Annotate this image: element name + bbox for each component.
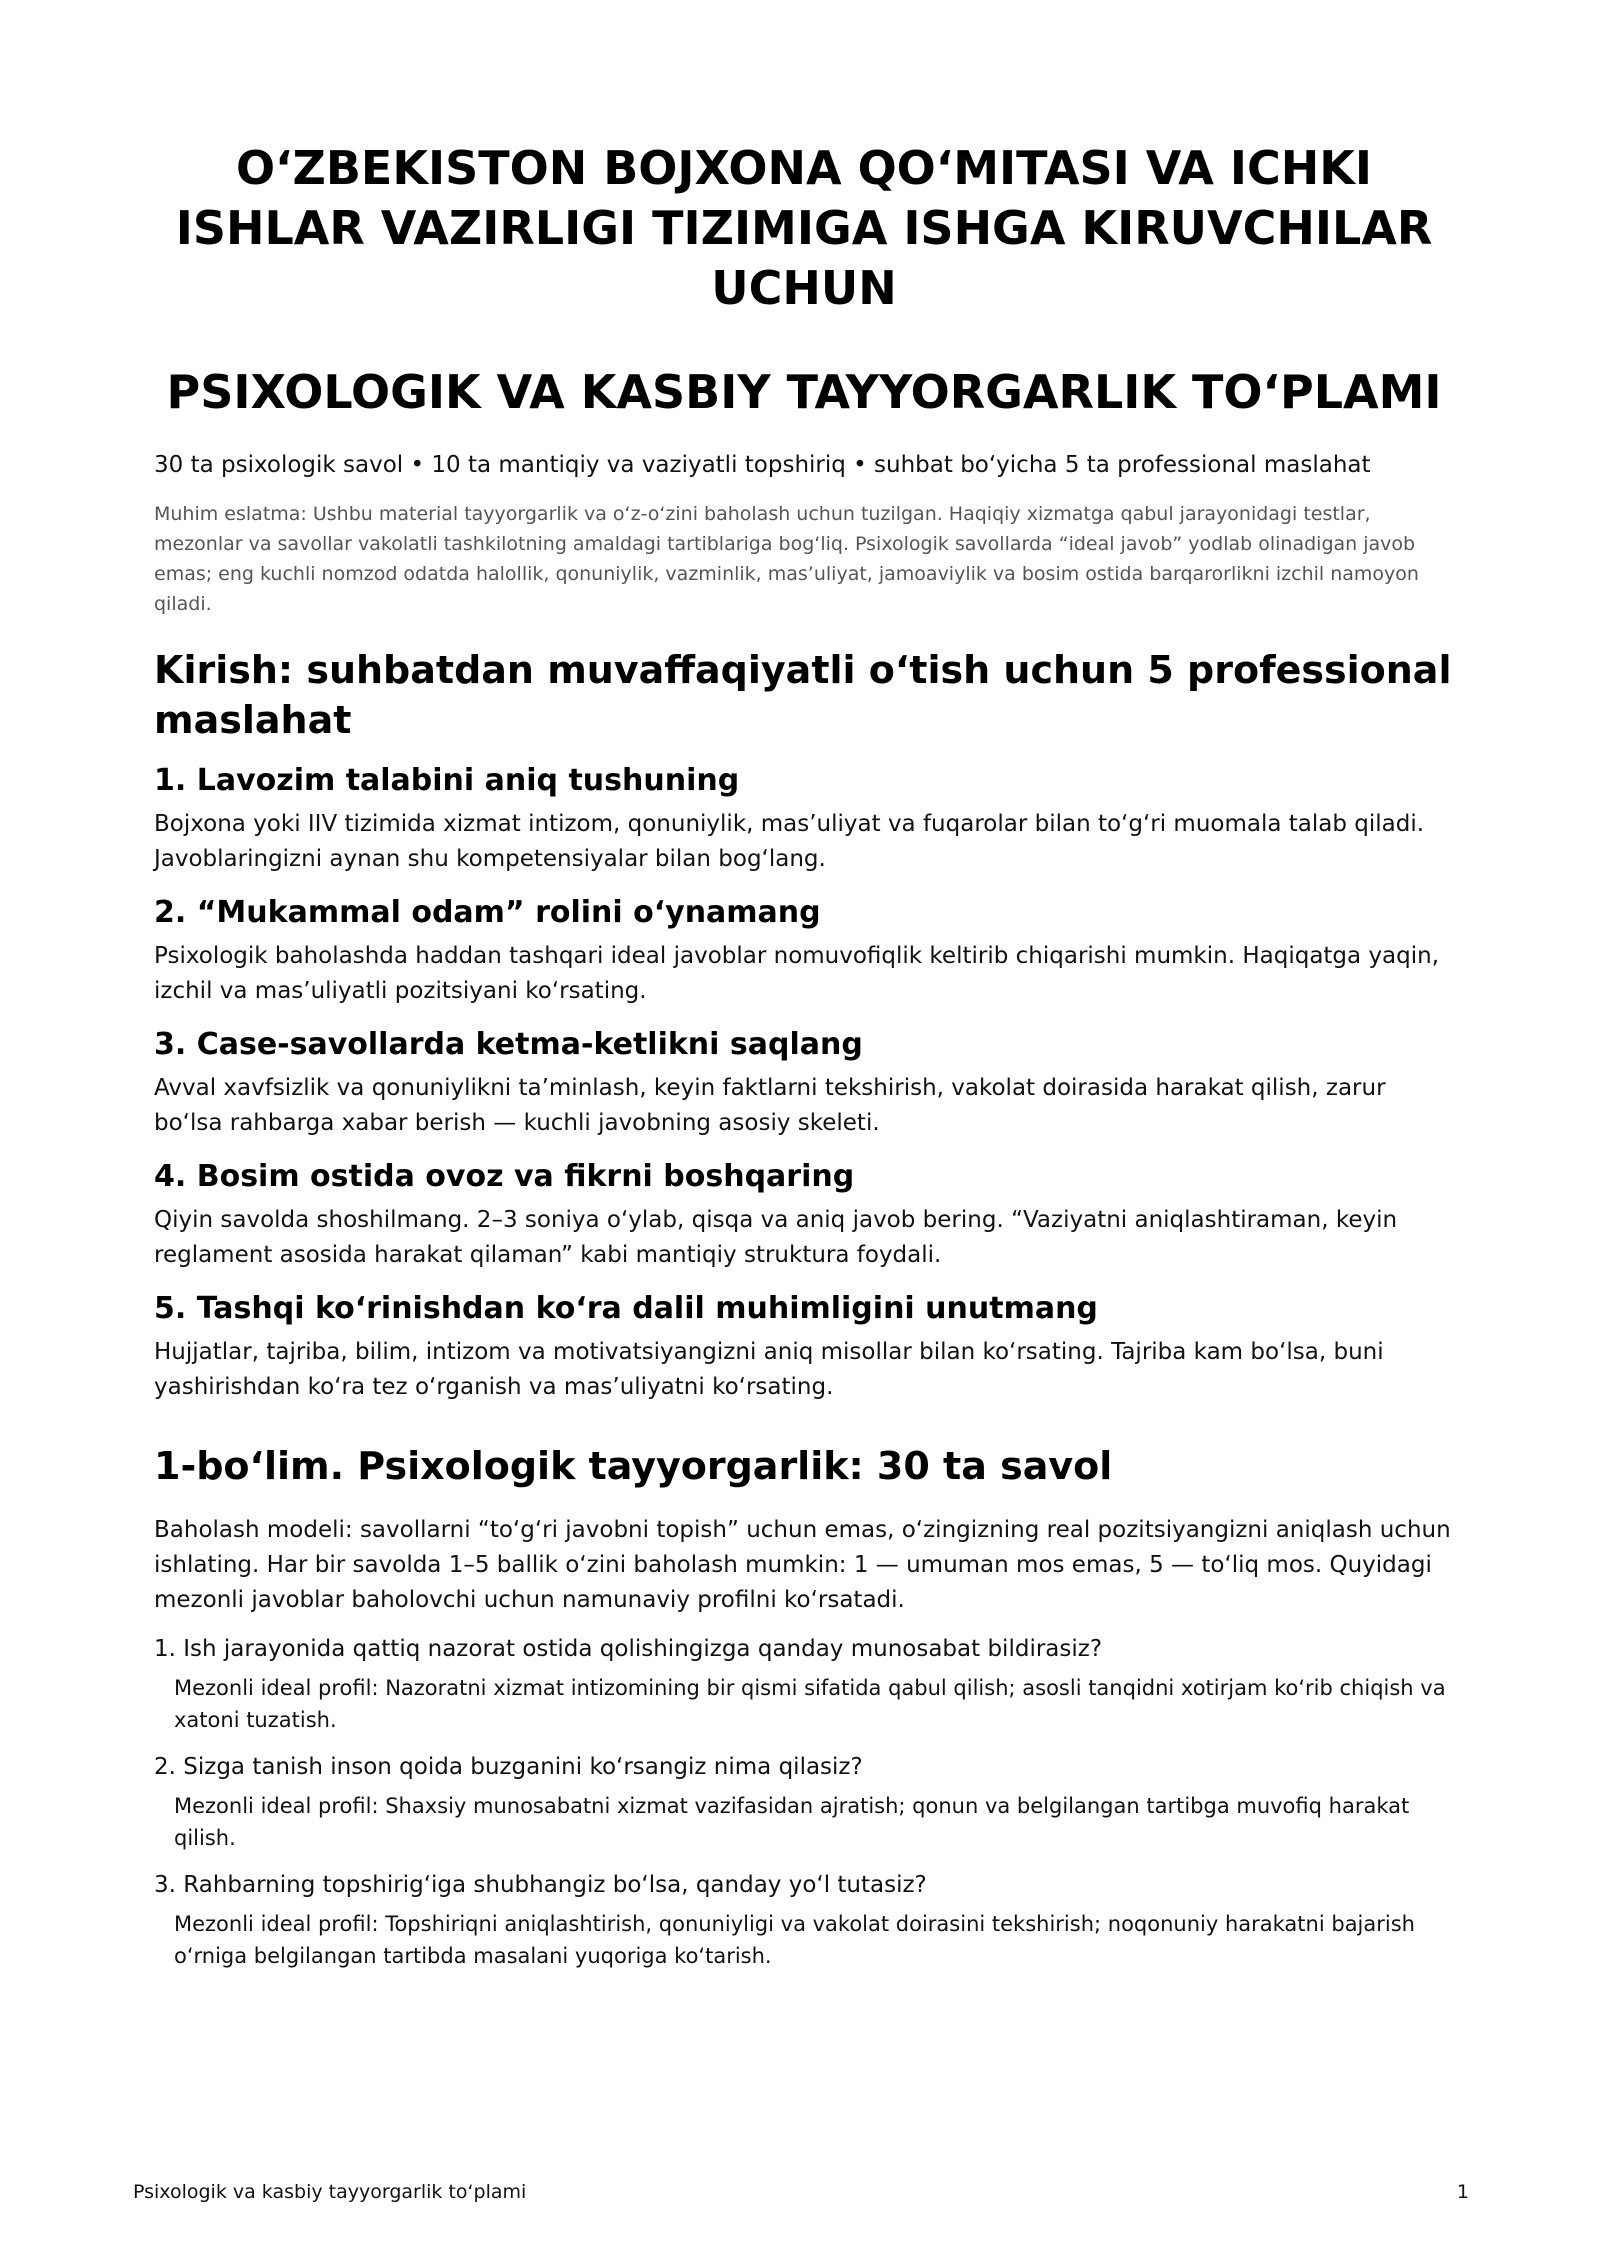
tip-item — [154, 1157, 1454, 1273]
tip-item — [154, 761, 1454, 877]
question-item — [154, 1750, 1454, 1854]
question-profile: Mezonli ideal profil: Nazoratni xizmat intizomining bir qismi sifatida qabul qilish; asosli tanqidni xotirjam ko‘rib chiqish va xatoni tuzatish. — [174, 1676, 1446, 1732]
page-number: 1 — [1456, 2181, 1469, 2203]
question-profile: Mezonli ideal profil: Topshiriqni aniqlashtirish, qonuniyligi va vakolat doirasini tekshirish; noqonuniy harakatni bajarish o‘rniga belgilangan tartibda masalani yuqoriga ko‘tarish. — [174, 1912, 1415, 1968]
document-subtitle-title: PSIXOLOGIK VA KASBIY TAYYORGARLIK TO‘PLAMI — [166, 365, 1442, 419]
tip-text: Psixologik baholashda haddan tashqari ideal javoblar nomuvofiqlik keltirib chiqarishi mumkin. Haqiqatga yaqin, izchil va mas’uliyatli pozitsiyani ko‘rsating. — [154, 943, 1440, 1004]
tip-title: 4. Bosim ostida ovoz va fikrni boshqaring — [154, 1159, 855, 1194]
tip-item — [154, 1025, 1454, 1141]
tip-title: 5. Tashqi ko‘rinishdan ko‘ra dalil muhimligini unutmang — [154, 1291, 1098, 1326]
question-text: 1. Ish jarayonida qattiq nazorat ostida qolishingizga qanday munosabat bildirasiz? — [154, 1636, 1103, 1662]
tip-text: Avval xavfsizlik va qonuniylikni ta’minlash, keyin faktlarni tekshirish, vakolat doirasida harakat qilish, zarur bo‘lsa rahbarga xabar berish — kuchli javobning asosiy skeleti. — [154, 1075, 1386, 1136]
part-1-heading: 1-bo‘lim. Psixologik tayyorgarlik: 30 ta savol — [154, 1444, 1113, 1488]
tip-title: 3. Case-savollarda ketma-ketlikni saqlang — [154, 1027, 863, 1062]
part-1-intro: Baholash modeli: savollarni “to‘g‘ri javobni topish” uchun emas, o‘zingizning real pozitsiyangizni aniqlash uchun ishlating. Har bir savolda 1–5 ballik o‘zini baholash mumkin: 1 — umuman mos emas, 5 — to‘liq mos. Quyidagi mezonli javoblar baholovchi uchun namunaviy profilni ko‘rsatadi. — [154, 1517, 1451, 1613]
tip-item — [154, 893, 1454, 1009]
question-text: 2. Sizga tanish inson qoida buzganini ko‘rsangiz nima qilasiz? — [154, 1754, 863, 1780]
tips-list — [154, 761, 1454, 1405]
tip-text: Bojxona yoki IIV tizimida xizmat intizom, qonuniylik, mas’uliyat va fuqarolar bilan to‘g‘ri muomala talab qiladi. Javoblaringizni aynan shu kompetensiyalar bilan bog‘lang. — [154, 811, 1425, 872]
question-profile: Mezonli ideal profil: Shaxsiy munosabatni xizmat vazifasidan ajratish; qonun va belgilangan tartibga muvofiq harakat qilish. — [174, 1794, 1410, 1850]
tip-item — [154, 1289, 1454, 1405]
question-text: 3. Rahbarning topshirig‘iga shubhangiz bo‘lsa, qanday yo‘l tutasiz? — [154, 1872, 927, 1898]
document-summary: 30 ta psixologik savol • 10 ta mantiqiy va vaziyatli topshiriq • suhbat bo‘yicha 5 ta professional maslahat — [154, 452, 1371, 478]
question-item — [154, 1632, 1454, 1736]
tip-text: Hujjatlar, tajriba, bilim, intizom va motivatsiyangizni aniq misollar bilan ko‘rsating. Tajriba kam bo‘lsa, buni yashirishdan ko‘ra tez o‘rganish va mas’uliyatni ko‘rsating. — [154, 1339, 1384, 1400]
footer-title: Psixologik va kasbiy tayyorgarlik to‘plami — [133, 2181, 527, 2203]
tip-title: 1. Lavozim talabini aniq tushuning — [154, 763, 740, 798]
document-title: O‘ZBEKISTON BOJXONA QO‘MITASI VA ICHKI ISHLAR VAZIRLIGI TIZIMIGA ISHGA KIRUVCHILAR UCHUN — [175, 141, 1433, 315]
tip-title: 2. “Mukammal odam” rolini o‘ynamang — [154, 895, 821, 930]
intro-heading: Kirish: suhbatdan muvaffaqiyatli o‘tish uchun 5 professional maslahat — [154, 648, 1452, 742]
document-page — [154, 138, 1454, 1972]
page-footer — [133, 2178, 1469, 2206]
question-item — [154, 1868, 1454, 1972]
important-note: Muhim eslatma: Ushbu material tayyorgarlik va o‘z-o‘zini baholash uchun tuzilgan. Haqiqiy xizmatga qabul jarayonidagi testlar, mezonlar va savollar vakolatli tashkilotning amaldagi tartiblariga bog‘liq. Psixologik savollarda “ideal javob” yodlab olinadigan javob emas; eng kuchli nomzod odatda halollik, qonuniylik, vazminlik, mas’uliyat, jamoaviylik va bosim ostida barqarorlikni izchil namoyon qiladi. — [154, 503, 1419, 615]
tip-text: Qiyin savolda shoshilmang. 2–3 soniya o‘ylab, qisqa va aniq javob bering. “Vaziyatni aniqlashtiraman, keyin reglament asosida harakat qilaman” kabi mantiqiy struktura foydali. — [154, 1207, 1398, 1268]
question-list — [154, 1632, 1454, 1972]
